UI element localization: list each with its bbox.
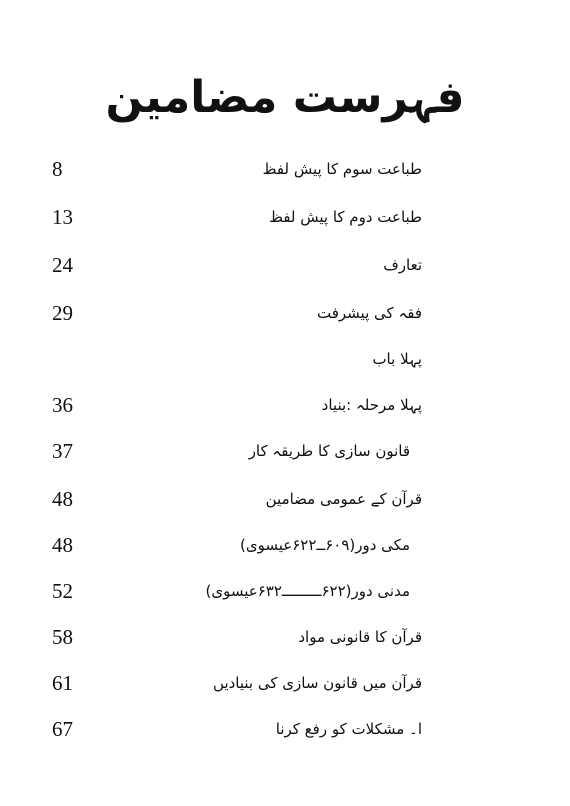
toc-entry-title: تعارف <box>383 256 422 274</box>
toc-row <box>0 298 570 328</box>
page-title: فہرست مضامین <box>105 72 465 123</box>
toc-row <box>0 622 570 652</box>
toc-page-number: 52 <box>52 579 73 603</box>
toc-entry-title: فقہ کی پیشرفت <box>317 304 422 322</box>
toc-page-number: 13 <box>52 205 73 229</box>
toc-row <box>0 154 570 184</box>
toc-row <box>0 344 570 374</box>
toc-row <box>0 202 570 232</box>
toc-entry-title: طباعت سوم کا پیش لفظ <box>262 160 422 178</box>
toc-page-number: 48 <box>52 533 73 557</box>
toc-page-number: 67 <box>52 717 73 741</box>
toc-row <box>0 530 570 560</box>
toc-entry-title: پہلا باب <box>372 350 422 368</box>
toc-page-number: 37 <box>52 439 73 463</box>
toc-entry-title: مدنی دور(۶۲۲ـــــــــ۶۳۲عیسوی) <box>205 582 410 600</box>
toc-page-number: 8 <box>52 157 63 181</box>
toc-entry-title: قانون سازی کا طریقہ کار <box>248 442 410 460</box>
toc-row <box>0 250 570 280</box>
toc-page-number: 36 <box>52 393 73 417</box>
toc-row <box>0 714 570 744</box>
toc-page-number: 48 <box>52 487 73 511</box>
toc-entry-title: پہلا مرحلہ :بنیاد <box>321 396 422 414</box>
toc-entry-title: مکی دور(۶۰۹ــ۶۲۲عیسوی) <box>240 536 410 554</box>
toc-entry-title: ا۔ مشکلات کو رفع کرنا <box>275 720 422 738</box>
toc-row <box>0 436 570 466</box>
toc-page-number: 29 <box>52 301 73 325</box>
toc-page-number: 24 <box>52 253 73 277</box>
toc-entry-title: طباعت دوم کا پیش لفظ <box>269 208 422 226</box>
toc-row <box>0 390 570 420</box>
toc-page-number: 58 <box>52 625 73 649</box>
toc-row <box>0 668 570 698</box>
toc-entry-title: قرآن کے عمومی مضامین <box>265 490 422 508</box>
toc-entry-title: قرآن میں قانون سازی کی بنیادیں <box>213 674 422 692</box>
toc-page-number: 61 <box>52 671 73 695</box>
toc-row <box>0 576 570 606</box>
toc-entry-title: قرآن کا قانونی مواد <box>298 628 422 646</box>
toc-row <box>0 484 570 514</box>
